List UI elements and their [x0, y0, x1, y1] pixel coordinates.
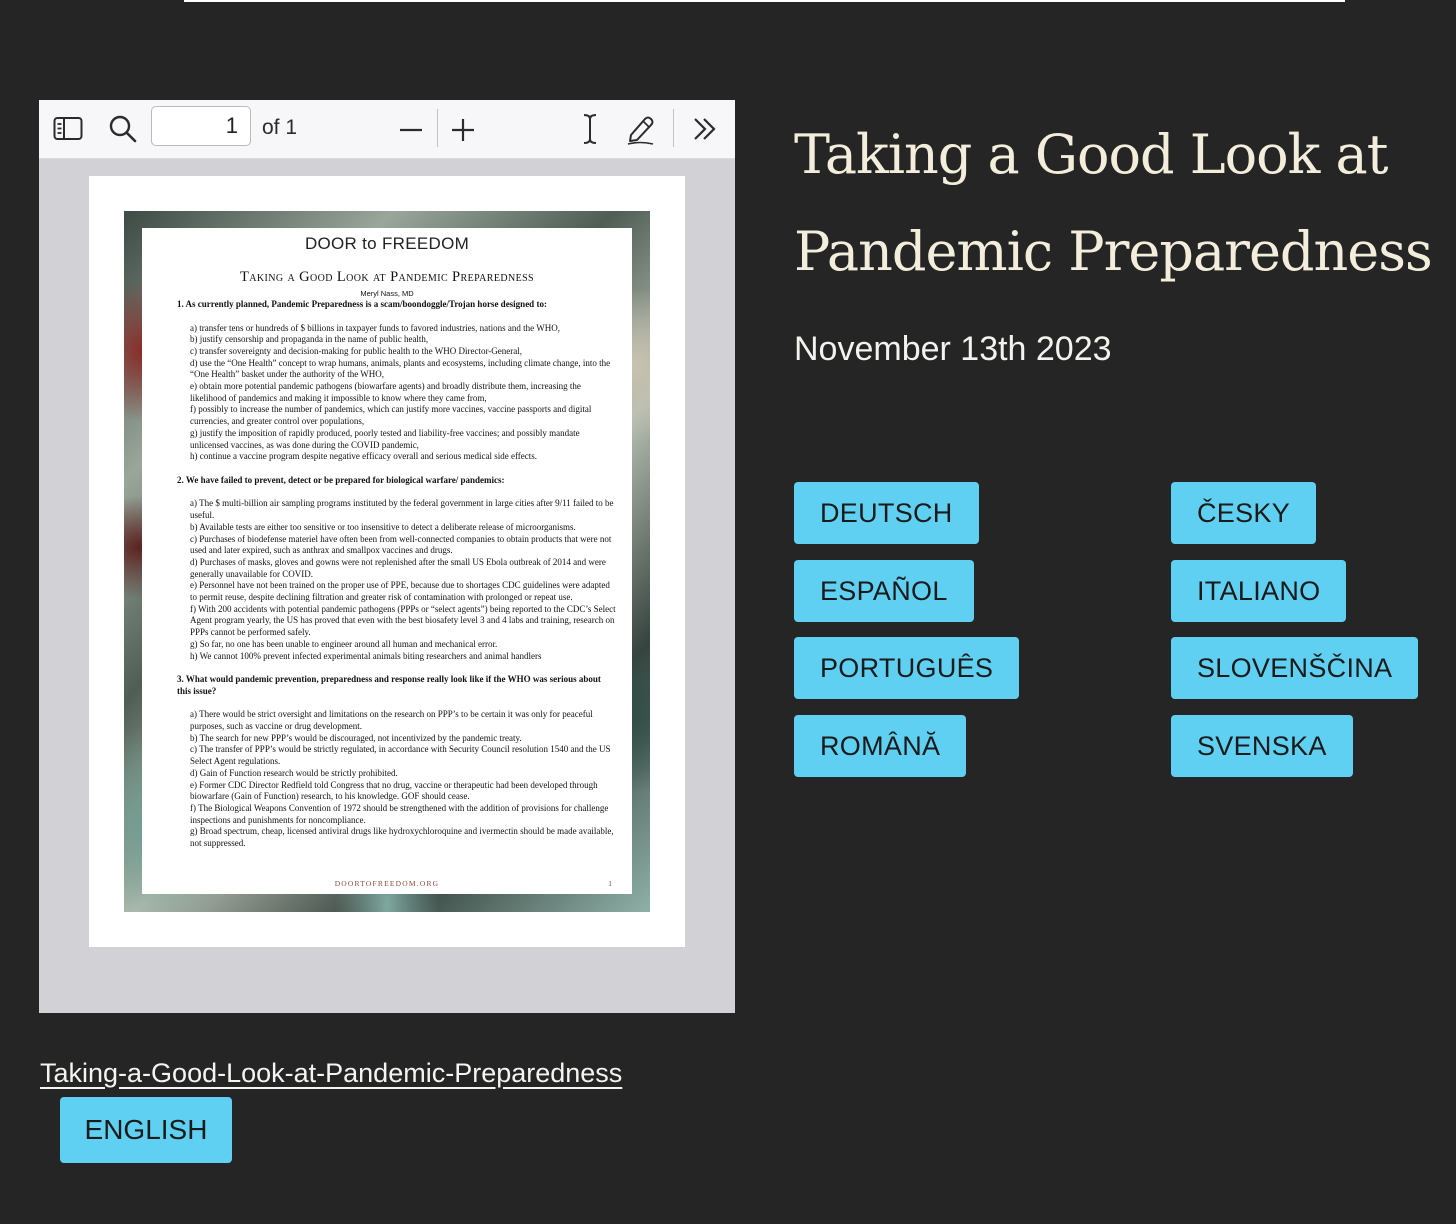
language-button-deutsch[interactable]: DEUTSCH	[794, 482, 979, 544]
zoom-out-icon[interactable]	[397, 116, 425, 144]
list-item: g) So far, no one has been unable to engineer around all human and mechanical error.	[190, 638, 498, 649]
list-item: d) use the “One Health” concept to wrap humans, animals, plants and ecosystems, including climate change, into the “One Health” basket under the authority of the WHO,	[190, 357, 611, 380]
pdf-page	[89, 176, 685, 947]
list-item: a) transfer tens or hundreds of $ billions in taxpayer funds to favored industries, nations and the WHO,	[190, 322, 560, 333]
list-item: f) The Biological Weapons Convention of 1972 should be strengthened with the addition of provisions for challenge inspections and punishments for noncompliance.	[190, 802, 609, 825]
language-button-cesky[interactable]: ČESKY	[1171, 482, 1316, 544]
section-list	[190, 498, 617, 662]
zoom-in-icon[interactable]	[449, 116, 477, 144]
search-icon[interactable]	[107, 113, 139, 145]
list-item: d) Purchases of masks, gloves and gowns were not replenished after the small US Ebola outbreak of 2014 and were generally unavailable for COVID.	[190, 556, 606, 579]
language-button-slovenscina[interactable]: SLOVENŠČINA	[1171, 637, 1418, 699]
list-item: a) The $ multi-billion air sampling programs instituted by the federal government in large cities after 9/11 failed to be useful.	[190, 498, 614, 521]
document-body	[177, 299, 617, 862]
post-date: November 13th 2023	[794, 330, 1112, 368]
list-item: c) transfer sovereignty and decision-making for public health to the WHO Director-General,	[190, 345, 523, 356]
page-count-label: of 1	[262, 116, 298, 139]
list-item: c) Purchases of biodefense materiel have often been from well-connected companies to obtain products that were not used and later expired, such as anthrax and smallpox vaccines and drugs.	[190, 533, 612, 556]
section-list	[190, 709, 617, 849]
list-item: f) possibly to increase the number of pandemics, which can justify more vaccines, vaccine passports and digital currencies, and greater control over populations,	[190, 404, 592, 427]
list-item: e) obtain more potential pandemic pathogens (biowarfare agents) and broadly distribute them, increasing the likelihood of pandemics and making it impossible to know where they came from,	[190, 381, 581, 403]
language-button-english[interactable]: ENGLISH	[60, 1097, 232, 1163]
pdf-viewer[interactable]	[39, 100, 735, 1013]
list-item: h) continue a vaccine program despite negative efficacy overall and serious medical side effects.	[190, 451, 538, 462]
list-item: b) justify censorship and propaganda in the name of public health,	[190, 334, 429, 345]
document-footer: DOORTOFREEDOM.ORG	[334, 879, 440, 888]
document-sheet	[142, 228, 632, 894]
list-item: g) Broad spectrum, cheap, licensed antiviral drugs like hydroxychloroquine and ivermectin should be made available, not suppressed.	[190, 826, 614, 849]
post-title: Taking a Good Look at Pandemic Preparedness	[794, 123, 1432, 283]
language-button-espanol[interactable]: ESPAÑOL	[794, 560, 974, 622]
list-item: b) Available tests are either too sensitive or too insensitive to detect a deliberate release of microorganisms.	[190, 521, 576, 532]
document-author: Meryl Nass, MD	[360, 289, 414, 298]
page-number-input[interactable]	[151, 106, 251, 146]
language-button-romana[interactable]: ROMÂNĂ	[794, 715, 966, 777]
list-item: h) We cannot 100% prevent infected experimental animals biting researchers and animal handlers	[190, 650, 542, 661]
list-item: g) justify the imposition of rapidly produced, poorly tested and liability-free vaccines; and possibly mandate unlicensed vaccines, as was done during the COVID pandemic,	[190, 427, 580, 450]
list-item: a) There would be strict oversight and limitations on the research on PPP’s to be certain it was only for peaceful purposes, such as vaccine or drug development.	[190, 709, 593, 731]
pdf-toolbar	[39, 100, 735, 159]
list-item: c) The transfer of PPP’s would be strictly regulated, in accordance with Security Council resolution 1540 and the US Select Agent regulations.	[190, 744, 611, 767]
language-button-svenska[interactable]: SVENSKA	[1171, 715, 1353, 777]
section-list	[190, 323, 617, 463]
language-button-portugues[interactable]: PORTUGUÊS	[794, 637, 1019, 699]
toolbar-divider	[437, 109, 438, 147]
section-heading: 3. What would pandemic prevention, preparedness and response really look like if the WHO was serious about this issue?	[177, 674, 601, 696]
list-item: e) Former CDC Director Redfield told Congress that no drug, vaccine or therapeutic had been developed through biowarfare (Gain of Function) research, to his knowledge. GOF should cease.	[190, 779, 598, 802]
sidebar-toggle-icon[interactable]	[53, 114, 83, 144]
top-divider	[184, 0, 1345, 2]
section-heading: 1. As currently planned, Pandemic Preparedness is a scam/boondoggle/Trojan horse designed to:	[177, 299, 547, 309]
section-heading: 2. We have failed to prevent, detect or be prepared for biological warfare/ pandemics:	[177, 474, 505, 485]
text-select-icon[interactable]	[577, 112, 603, 146]
document-brand: DOOR to FREEDOM	[304, 234, 470, 253]
list-item: f) With 200 accidents with potential pandemic pathogens (PPPs or “select agents”) being reported to the CDC’s Select Agent program yearly, the US has proved that even with the best biosafety level 3 and 4 labs and training, research on PPPs cannot be performed safely.	[190, 603, 616, 638]
document-title: Taking a Good Look at Pandemic Preparedness	[239, 269, 535, 285]
annotate-pen-icon[interactable]	[624, 112, 656, 146]
more-tools-icon[interactable]	[689, 114, 721, 144]
list-item: b) The search for new PPP’s would be discouraged, not incentivized by the pandemic treaty.	[190, 732, 522, 743]
document-page-number: 1	[608, 879, 612, 888]
language-button-italiano[interactable]: ITALIANO	[1171, 560, 1346, 622]
pdf-file-link[interactable]: Taking-a-Good-Look-at-Pandemic-Preparedness	[40, 1058, 623, 1088]
page-background-artwork	[124, 211, 650, 912]
toolbar-divider	[673, 109, 674, 147]
list-item: d) Gain of Function research would be strictly prohibited.	[190, 767, 398, 778]
list-item: e) Personnel have not been trained on the proper use of PPE, because due to shortages CDC guidelines were adapted to permit reuse, despite declining filtration and greater risk of contamination with prolonged or repeat use.	[190, 580, 610, 603]
